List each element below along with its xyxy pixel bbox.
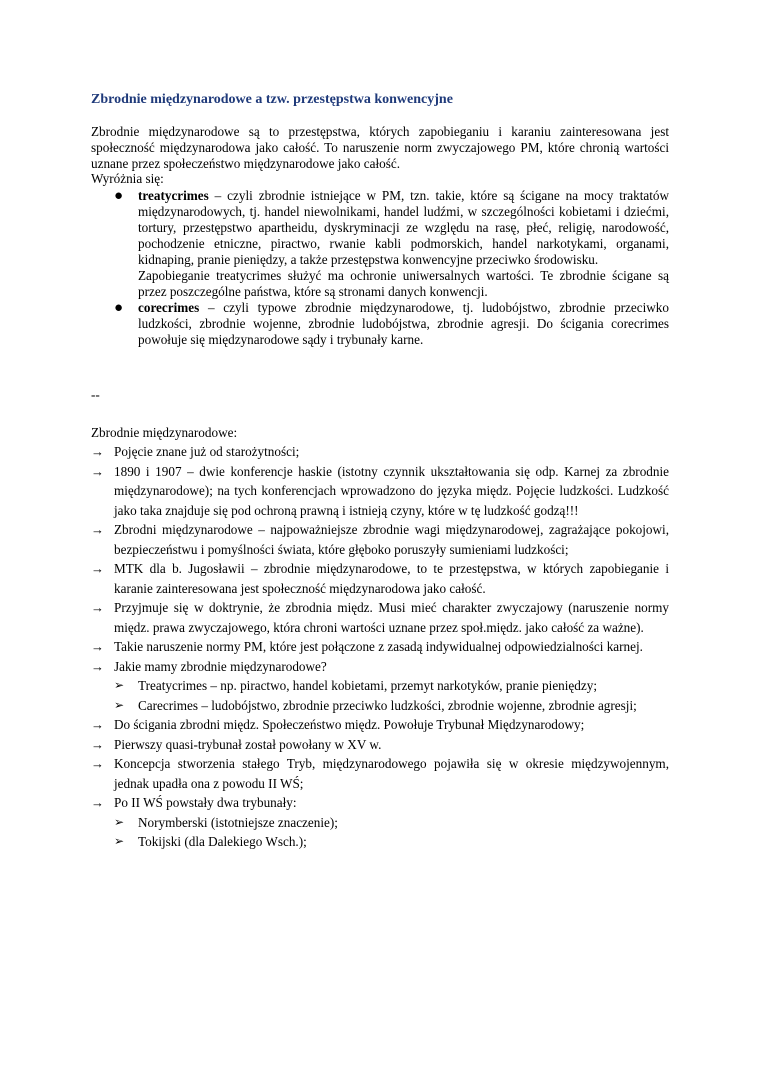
- bullet-icon: ●: [114, 300, 124, 316]
- arrowhead-bullet-icon: ➢: [114, 678, 125, 692]
- list-item: → Takie naruszenie normy PM, które jest połączone z zasadą indywidualnej odpowiedzialności karnej.: [91, 637, 669, 657]
- arrow-icon: →: [91, 561, 104, 576]
- arrow-icon: →: [91, 717, 104, 732]
- arrow-icon: →: [91, 639, 104, 654]
- list-item: → 1890 i 1907 – dwie konferencje haskie (istotny czynnik ukształtowania się odp. Karnej za zbrodnie międzynarodowe); na tych konferencjach wprowadzono do języka międz. Pojęcie ludzkości. Ludzkość jako taka znajduje się pod ochroną prawną i istnieją czyny, które w tę ludzkość godzą!!!: [91, 463, 669, 518]
- corecrimes-description: – czyli typowe zbrodnie międzynarodowe, tj. ludobójstwo, zbrodnie przeciwko ludzkości, zbrodnie wojenne, zbrodnie ludobójstwa, zbrodnie agresji. Do ścigania corecrimes powołuje się międzynarodowe sądy i trybunały karne.: [138, 300, 669, 347]
- arrow-icon: →: [91, 600, 104, 615]
- section-heading: Zbrodnie międzynarodowe:: [91, 425, 238, 440]
- list-item: → Przyjmuje się w doktrynie, że zbrodnia międz. Musi mieć charakter zwyczajowy (naruszenie normy międz. prawa zwyczajowego, która chroni wartości uznane przez społ.międz. jako całość za ważne).: [91, 600, 669, 635]
- arrow-icon: →: [91, 658, 104, 674]
- page-title: Zbrodnie międzynarodowe a tzw. przestępstwa konwencyjne: [91, 92, 453, 107]
- treatycrimes-description: – czyli zbrodnie istniejące w PM, tzn. takie, które są ścigane na mocy traktatów międzynarodowych, tj. handel niewolnikami, handel ludźmi, w szczególności kobietami i dziećmi, tortury, przestępstwo apartheidu, dyskryminacji ze względu na rasę, płeć, religię, narodowość, pochodzenie etniczne, piractwo, rwanie kabli podmorskich, handel narkotykami, organami, kidnaping, pranie pieniędzy, a także przestępstwa konwencyjne przeciwko środowisku.: [138, 188, 669, 267]
- intro-paragraph: Zbrodnie międzynarodowe są to przestępstwa, których zapobieganiu i karaniu zainteresowana jest społeczność międzynarodowa jako całość. To naruszenie norm zwyczajowego PM, które chronią wartości uznane przez społeczeństwo międzynarodowe jako całość.: [91, 124, 669, 171]
- arrow-icon: →: [91, 736, 104, 752]
- list-item: → Do ścigania zbrodni międz. Społeczeństwo międz. Powołuje Trybunał Międzynarodowy;: [91, 715, 669, 735]
- sub-list-item: ➢ Tokijski (dla Dalekiego Wsch.);: [91, 832, 669, 852]
- list-item: → Zbrodni międzynarodowe – najpoważniejsze zbrodnie wagi międzynarodowej, zagrażające pokojowi, bezpieczeństwu i pomyślności świata, które głęboko poruszyły sumieniami ludzkości;: [91, 522, 669, 557]
- arrow-icon: →: [91, 463, 104, 479]
- sub-list-item: ➢ Carecrimes – ludobójstwo, zbrodnie przeciwko ludzkości, zbrodnie wojenne, zbrodnie agresji;: [91, 696, 669, 716]
- list-item: → Koncepcja stworzenia stałego Tryb, międzynarodowego pojawiła się w okresie międzywojennym, jednak upadła ona z powodu II WŚ;: [91, 756, 669, 791]
- list-item: → Po II WŚ powstały dwa trybunały:: [91, 793, 669, 813]
- list-item: → Jakie mamy zbrodnie międzynarodowe?: [91, 657, 669, 677]
- treatycrimes-extra: Zapobieganie treatycrimes służyć ma ochronie uniwersalnych wartości. Te zbrodnie ścigane są przez poszczególne państwa, które są stronami danych konwencji.: [138, 268, 669, 299]
- sub-list-item: ➢ Treatycrimes – np. piractwo, handel kobietami, przemyt narkotyków, pranie pieniędzy;: [91, 676, 669, 696]
- separator: --: [91, 387, 100, 402]
- arrow-icon: →: [91, 522, 104, 537]
- list-item-treatycrimes: [91, 188, 669, 300]
- sub-list-item: ➢ Norymberski (istotniejsze znaczenie);: [91, 813, 669, 833]
- arrowhead-bullet-icon: ➢: [114, 834, 125, 848]
- list-item: → Pierwszy quasi-trybunał został powołany w XV w.: [91, 735, 669, 755]
- term-corecrimes: corecrimes: [138, 300, 200, 315]
- arrow-icon: →: [91, 756, 104, 771]
- bullet-icon: ●: [114, 188, 124, 204]
- list-item: → Pojęcie znane już od starożytności;: [91, 442, 669, 462]
- arrow-icon: →: [91, 795, 104, 810]
- arrow-icon: →: [91, 444, 104, 459]
- arrowhead-bullet-icon: ➢: [114, 697, 125, 712]
- arrowhead-bullet-icon: ➢: [114, 814, 125, 829]
- list-item: → MTK dla b. Jugosławii – zbrodnie międzynarodowe, to te przestępstwa, w których zapobieganie i karanie zainteresowana jest społeczność międzynarodowa jako całość.: [91, 561, 669, 596]
- crime-types-list: [91, 188, 669, 348]
- term-treatycrimes: treatycrimes: [138, 188, 209, 203]
- arrow-list: [91, 442, 669, 852]
- distinguish-label: Wyróżnia się:: [91, 171, 164, 186]
- list-item-corecrimes: [91, 300, 669, 348]
